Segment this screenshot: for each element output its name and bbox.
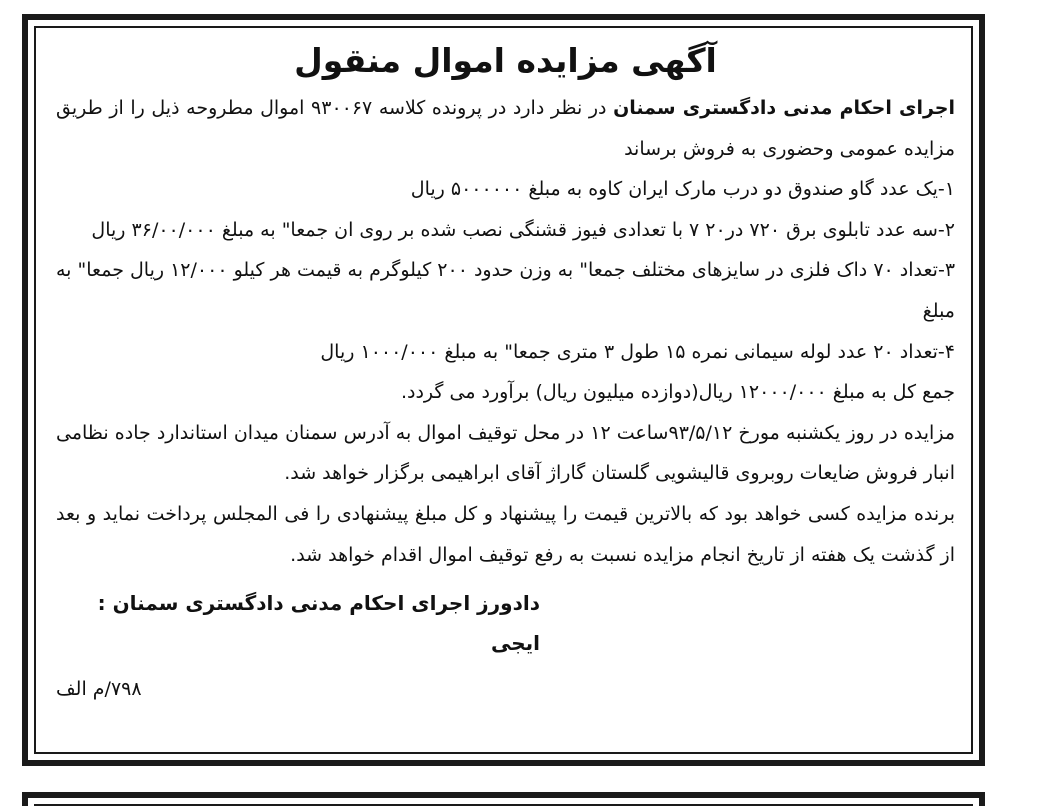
reference-number: ۷۹۸/م الف: [56, 678, 142, 701]
item-4: ۴-تعداد ۲۰ عدد لوله سیمانی نمره ۱۵ طول ۳ متری جمعا" به مبلغ ۱۰۰۰/۰۰۰ ریال: [320, 340, 955, 363]
signature-line: دادورز اجرای احکام مدنی دادگستری سمنان : ایجی: [97, 591, 540, 656]
item-3: ۳-تعداد ۷۰ داک فلزی در سایزهای مختلف جمعا" به وزن حدود ۲۰۰ کیلوگرم به قیمت هر کیلو ۱۲/۰۰۰ ریال جمعا" به مبلغ: [56, 259, 956, 322]
intro-paragraph: [56, 88, 955, 169]
item-2: ۲-سه عدد تابلوی برق ۷۲۰ در۲۰ ۷ با تعدادی فیوز قشنگی نصب شده بر روی ان جمعا" به مبلغ ۳۶/۰۰/۰۰۰ ریال: [91, 218, 955, 241]
notice-body: [56, 88, 955, 575]
auction-terms: برنده مزایده کسی خواهد بود که بالاترین قیمت را پیشنهاد و کل مبلغ پیشنهادی را فی المجلس پرداخت نماید و بعد از گذشت یک هفته از تاریخ انجام مزایده نسبت به رفع توقیف اموال اقدام خواهد شد.: [56, 502, 955, 566]
auction-schedule: مزایده در روز یکشنبه مورخ ۹۳/۵/۱۲ساعت ۱۲ در محل توقیف اموال به آدرس سمنان میدان استاندارد جاده نظامی انبار فروش ضایعات روبروی قالیشویی گلستان گاراژ آقای ابراهیمی برگزار خواهد شد.: [56, 421, 955, 485]
item-1: ۱-یک عدد گاو صندوق دو درب مارک ایران کاوه به مبلغ ۵۰۰۰۰۰۰ ریال: [410, 178, 955, 201]
intro-text: در نظر دارد در پرونده کلاسه ۹۳۰۰۶۷ اموال مطروحه ذیل را از طریق مزایده عمومی وحضوری به فروش برساند: [56, 97, 955, 160]
next-notice-border: [22, 792, 985, 806]
notice-title: آگهی مزایده اموال منقول: [294, 41, 717, 80]
notice-outer-border: [22, 14, 985, 766]
reference-number-wrap: [56, 669, 955, 709]
total-amount: جمع کل به مبلغ ۱۲۰۰۰/۰۰۰ ریال(دوازده میلیون ریال) برآورد می گردد.: [400, 381, 955, 404]
notice-box: [34, 26, 973, 754]
issuer-name: اجرای احکام مدنی دادگستری سمنان: [613, 97, 955, 119]
